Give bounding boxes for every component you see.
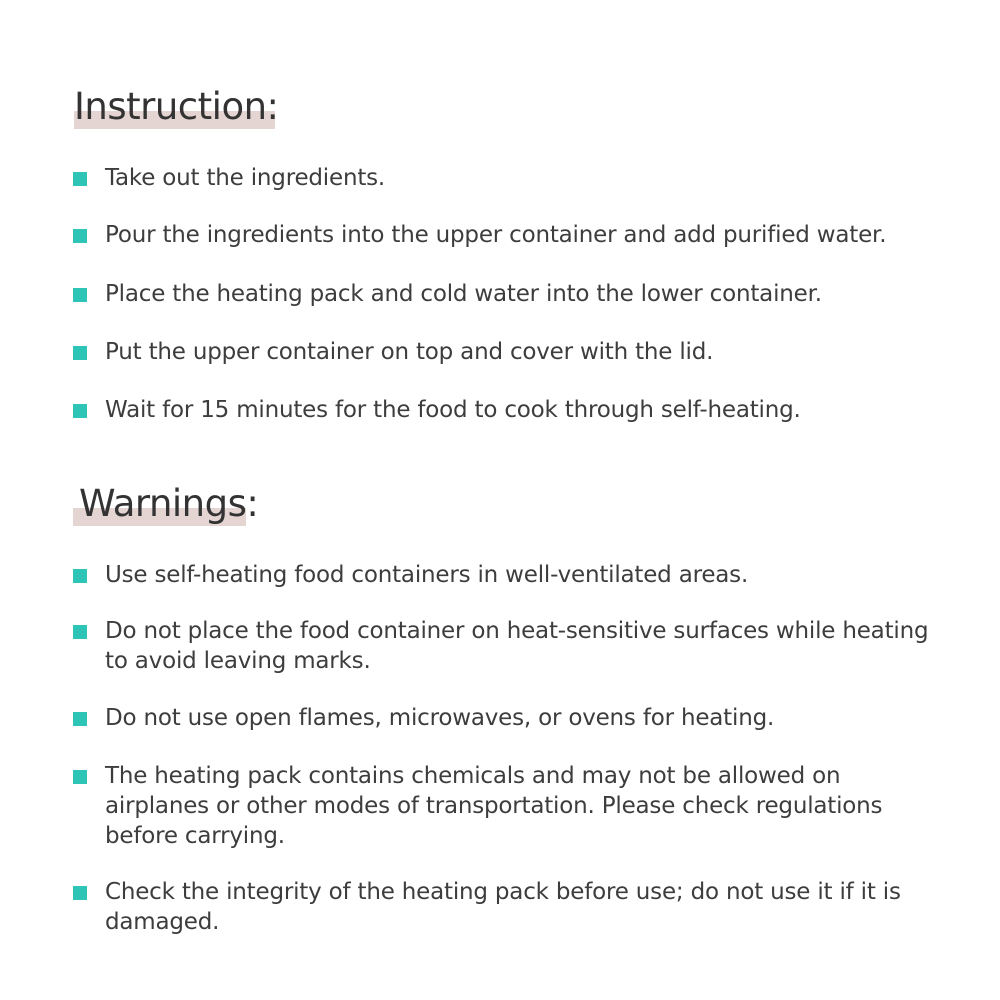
list-item: [73, 337, 943, 367]
list-item: [73, 703, 943, 733]
list-item: [73, 761, 943, 851]
list-item: [73, 560, 943, 590]
instruction-heading: [74, 85, 279, 129]
list-item: [73, 877, 943, 937]
list-item-text: Check the integrity of the heating pack before use; do not use it if it is damaged.: [105, 879, 901, 935]
list-item-text: Place the heating pack and cold water into the lower container.: [105, 281, 822, 307]
list-item-text: Do not place the food container on heat-sensitive surfaces while heating to avoid leaving marks.: [105, 618, 929, 674]
list-item: [73, 395, 943, 425]
square-bullet-icon: [73, 346, 87, 360]
list-item-text: Take out the ingredients.: [105, 165, 386, 191]
square-bullet-icon: [73, 404, 87, 418]
square-bullet-icon: [73, 886, 87, 900]
list-item-text: Use self-heating food containers in well-ventilated areas.: [105, 562, 749, 588]
square-bullet-icon: [73, 229, 87, 243]
square-bullet-icon: [73, 569, 87, 583]
list-item-text: Do not use open flames, microwaves, or ovens for heating.: [105, 705, 775, 731]
list-item: [73, 279, 943, 309]
instruction-title: Instruction:: [74, 85, 279, 128]
square-bullet-icon: [73, 288, 87, 302]
list-item-text: Put the upper container on top and cover with the lid.: [105, 339, 714, 365]
list-item-text: Pour the ingredients into the upper container and add purified water.: [105, 222, 887, 248]
list-item-text: Wait for 15 minutes for the food to cook through self-heating.: [105, 397, 801, 423]
list-item: [73, 163, 943, 193]
warnings-title: Warnings:: [79, 482, 259, 525]
square-bullet-icon: [73, 712, 87, 726]
list-item: [73, 220, 943, 250]
square-bullet-icon: [73, 625, 87, 639]
list-item-text: The heating pack contains chemicals and may not be allowed on airplanes or other modes of transportation. Please check regulations before carrying.: [105, 763, 883, 849]
square-bullet-icon: [73, 172, 87, 186]
square-bullet-icon: [73, 770, 87, 784]
warnings-heading: [79, 482, 258, 526]
list-item: [73, 616, 943, 676]
